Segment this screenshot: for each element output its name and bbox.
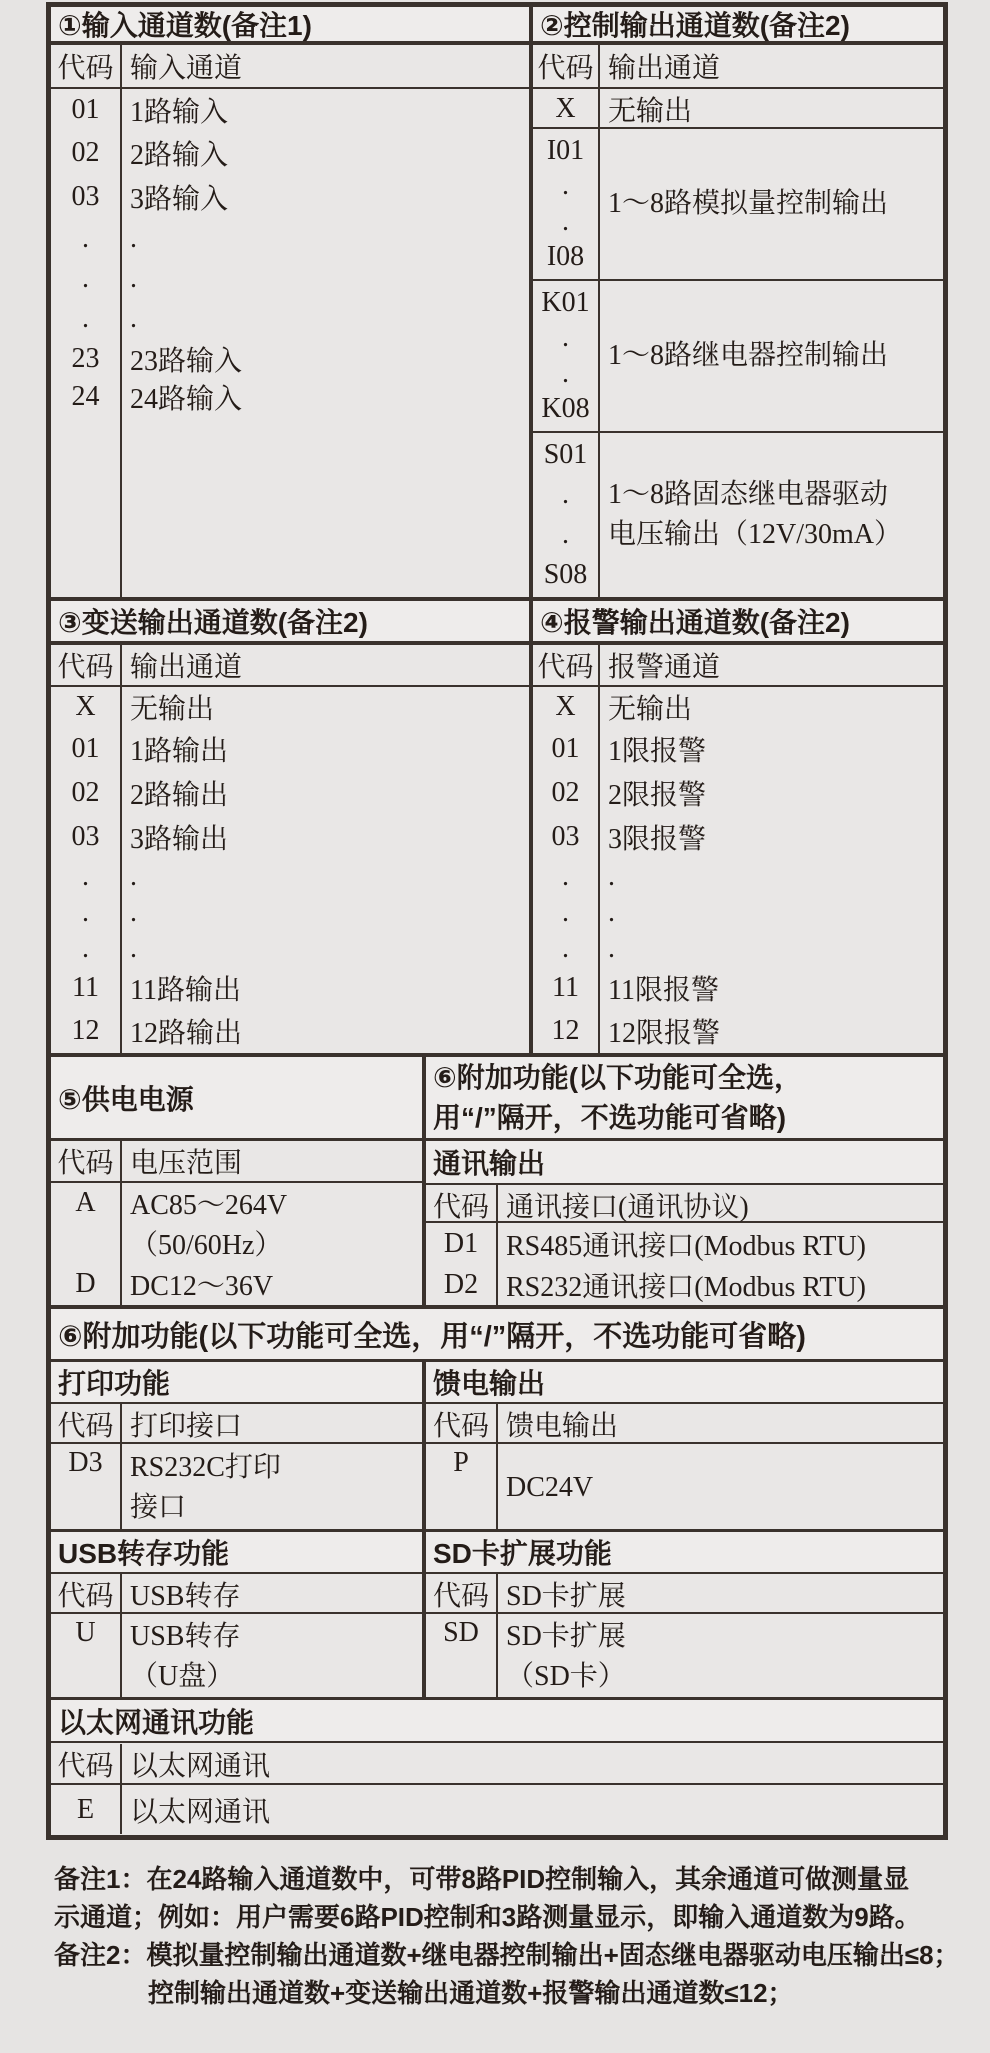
desc-line: 1～8路固态继电器驱动 [608,479,889,510]
desc-cell: 3限报警 [608,824,707,855]
desc-cell: 1限报警 [608,736,707,767]
table-row [51,815,529,859]
code-cell: 02 [533,771,600,815]
header-row [533,645,943,687]
code-range [533,281,600,431]
table-row [51,1223,422,1263]
desc-line: USB转存 [130,1621,241,1652]
sd-band: SD卡扩展功能 [426,1532,943,1574]
table-row [51,131,529,175]
table-row [426,1223,943,1264]
note-line: 控制输出通道数+变送输出通道数+报警输出通道数≤12； [148,1978,794,2008]
alarm-output-table [533,601,943,1053]
desc-line: 接口 [130,1492,187,1523]
section4-title: ④报警输出通道数(备注2) [533,601,943,645]
code-cell: K01 [541,287,590,318]
analog-output-block [533,129,943,281]
code-cell: 01 [51,89,122,131]
code-cell: X [533,687,600,727]
col-header-code: 代码 [533,45,600,87]
desc-cell: . [130,933,137,964]
retransmit-output-table [51,601,533,1053]
table-row [426,1264,943,1305]
ellipsis-row [533,859,943,895]
code-range [533,129,600,279]
ellipsis: . [562,357,569,389]
ellipsis: . [562,519,569,550]
code-cell: D2 [426,1264,498,1305]
col-header-code: 代码 [426,1574,498,1614]
desc-line: （SD卡） [506,1661,626,1692]
desc-cell: 以太网通讯 [130,1796,271,1828]
code-cell: 11 [51,967,122,1009]
desc-cell: 2路输入 [130,140,229,171]
feed-output-table [426,1362,943,1529]
desc-line: 1～8路模拟量控制输出 [608,188,889,219]
code-cell: K08 [541,392,590,424]
code-cell: 03 [51,175,122,219]
section6-full-band: ⑥附加功能(以下功能可全选，用“/”隔开，不选功能可省略) [51,1305,943,1359]
power-body [51,1183,422,1305]
header-row [426,1404,943,1444]
desc-cell: . [608,933,615,964]
code-cell: . [51,859,122,895]
table-row [533,727,943,771]
code-cell: E [51,1785,122,1834]
note-line: 备注2：模拟量控制输出通道数+继电器控制输出+固态继电器驱动电压输出≤8； [54,1940,960,1970]
table-row [51,1785,943,1834]
ellipsis-row [51,895,529,931]
desc-cell: 2路输出 [130,780,229,811]
remarks [54,1860,966,2012]
section-input-and-control-output [51,7,943,597]
col-header-desc: 以太网通讯 [130,1750,271,1782]
section-ethernet [51,1697,943,1835]
section-retransmit-and-alarm [51,597,943,1053]
col-header-code: 代码 [51,1404,122,1444]
comm-band: 通讯输出 [426,1141,943,1185]
table-row [533,815,943,859]
table-row [51,89,529,131]
code-cell: SD [426,1614,498,1697]
code-cell: A [51,1183,122,1223]
desc-cell: 无输出 [608,694,693,725]
code-cell: D1 [426,1223,498,1264]
ellipsis-row [51,259,529,299]
col-header-code: 代码 [51,1744,122,1784]
code-cell: 23 [51,339,122,379]
code-cell: 12 [51,1009,122,1053]
section1-title: ①输入通道数(备注1) [51,7,529,45]
table-row [533,89,943,129]
header-row [426,1185,943,1223]
table-row [533,771,943,815]
input-channels-body [51,89,529,597]
desc-cell [600,129,943,279]
col-header-desc: 输出通道 [608,53,721,84]
desc-cell: RS485通讯接口(Modbus RTU) [506,1230,867,1262]
desc-cell: RS232通讯接口(Modbus RTU) [506,1271,867,1303]
desc-cell: 3路输出 [130,824,229,855]
table-row [51,1009,529,1053]
table-row [51,727,529,771]
desc-cell: . [130,223,137,254]
code-cell: D [51,1263,122,1305]
section5-title: ⑤供电电源 [51,1057,422,1141]
code-cell: . [533,895,600,931]
table-row [426,1444,943,1529]
code-cell: 02 [51,131,122,175]
col-header-desc: 输出通道 [130,652,243,683]
desc-cell [600,281,943,431]
col-header-desc: 电压范围 [130,1148,243,1179]
ellipsis-row [51,299,529,339]
desc-cell: AC85～264V [130,1190,288,1221]
title-line: ⑥附加功能(以下功能可全选， [433,1061,803,1093]
code-cell: . [533,859,600,895]
title-line: 用“/”隔开，不选功能可省略) [433,1101,787,1133]
section2-title: ②控制输出通道数(备注2) [533,7,943,45]
ellipsis-row [533,931,943,967]
col-header-code: 代码 [51,45,122,87]
table-row [51,687,529,727]
desc-cell: 1路输出 [130,736,229,767]
usb-band: USB转存功能 [51,1532,422,1574]
print-function-table [51,1362,426,1529]
code-cell: 03 [533,815,600,859]
desc-cell: 12限报警 [608,1018,721,1049]
table-row [51,175,529,219]
code-cell: 11 [533,967,600,1009]
desc-cell: 无输出 [130,694,215,725]
usb-table [51,1532,426,1697]
code-cell: . [51,299,122,339]
desc-cell: 12路输出 [130,1018,243,1049]
desc-cell: （50/60Hz） [130,1230,283,1261]
ssr-output-block [533,433,943,597]
col-header-code: 代码 [51,1141,122,1181]
col-header-desc: 报警通道 [608,652,721,683]
power-supply-table [51,1057,426,1305]
ellipsis: . [562,322,569,354]
col-header-code: 代码 [51,645,122,685]
desc-cell [498,1444,943,1529]
desc-cell: 1路输入 [130,97,229,128]
col-header-desc: 输入通道 [130,53,243,84]
header-row [51,1574,422,1614]
code-cell: I08 [546,240,585,272]
header-row [51,45,529,89]
section-print-and-feed [51,1359,943,1529]
section6-title [426,1057,943,1141]
ellipsis-row [51,219,529,259]
code-cell: X [533,89,600,129]
note-line: 备注1：在24路输入通道数中，可带8路PID控制输入，其余通道可做测量显 [54,1864,910,1894]
code-range [533,433,600,597]
desc-cell [498,1614,943,1697]
desc-cell: . [608,861,615,892]
section3-title: ③变送输出通道数(备注2) [51,601,529,645]
desc-cell: 11限报警 [608,975,719,1006]
input-channels-table [51,7,533,597]
header-row [533,45,943,89]
code-cell: 12 [533,1009,600,1053]
desc-cell: 3路输入 [130,184,229,215]
control-output-body [533,89,943,597]
code-cell [51,1223,122,1263]
col-header-code: 代码 [426,1185,498,1225]
desc-line: RS232C打印 [130,1452,281,1483]
desc-cell: . [130,263,137,294]
desc-cell [122,415,529,597]
desc-cell: 11路输出 [130,975,241,1006]
code-cell: D3 [51,1444,122,1529]
desc-cell: . [130,303,137,334]
section-power-and-comm [51,1053,943,1305]
desc-cell: 无输出 [608,96,693,127]
table-row [51,339,529,377]
table-row [51,1444,422,1529]
col-header-code: 代码 [51,1574,122,1614]
code-cell [51,415,122,597]
col-header-code: 代码 [426,1404,498,1444]
desc-cell: DC12～36V [130,1271,274,1302]
code-cell: 03 [51,815,122,859]
code-cell: S08 [543,559,588,590]
code-cell: I01 [546,135,585,166]
ellipsis-row [51,859,529,895]
desc-cell [600,433,943,597]
col-header-desc: 馈电输出 [506,1411,619,1442]
ellipsis-row [51,931,529,967]
col-header-desc: USB转存 [130,1581,241,1612]
header-row [51,1141,422,1183]
table-row [533,967,943,1009]
code-cell: 01 [51,727,122,771]
ethernet-band: 以太网通讯功能 [51,1700,943,1743]
desc-cell: 2限报警 [608,780,707,811]
note-line: 示通道；例如：用户需要6路PID控制和3路测量显示，即输入通道数为9路。 [54,1902,921,1932]
comm-output-table [426,1057,943,1305]
retransmit-body [51,687,529,1053]
table-row [51,377,529,415]
desc-cell [122,1614,422,1697]
desc-line: （U盘） [130,1661,235,1692]
col-header-code: 代码 [533,645,600,685]
col-header-desc: 打印接口 [130,1411,243,1442]
control-output-table [533,7,943,597]
table-row [51,1614,422,1697]
section-usb-and-sd [51,1529,943,1697]
code-cell: . [51,895,122,931]
code-cell: P [426,1444,498,1529]
desc-line: DC24V [506,1472,594,1503]
ellipsis-row [533,895,943,931]
desc-line: 1～8路继电器控制输出 [608,340,889,371]
alarm-body [533,687,943,1053]
ellipsis: . [562,205,569,237]
header-row [51,1404,422,1444]
desc-cell [122,1444,422,1529]
code-cell: . [533,931,600,967]
relay-output-block [533,281,943,433]
desc-cell: . [608,897,615,928]
table-row [533,687,943,727]
col-header-desc: 通讯接口(通讯协议) [506,1192,749,1223]
table-row [533,1009,943,1053]
desc-cell: . [130,861,137,892]
table-row [426,1614,943,1697]
code-cell: 01 [533,727,600,771]
print-band: 打印功能 [51,1362,422,1404]
desc-cell: 24路输入 [130,384,243,415]
table-row [51,967,529,1009]
model-selection-table [46,2,948,1840]
feed-band: 馈电输出 [426,1362,943,1404]
sd-table [426,1532,943,1697]
desc-cell: 23路输入 [130,346,243,377]
code-cell: . [51,931,122,967]
table-row [51,1263,422,1305]
header-row [426,1574,943,1614]
table-row [51,771,529,815]
ellipsis: . [562,170,569,202]
desc-cell: . [130,897,137,928]
code-cell: S01 [543,439,588,470]
code-cell: U [51,1614,122,1697]
code-cell: . [51,259,122,299]
spacer-row [51,415,529,597]
table-row [51,1183,422,1223]
header-row [51,645,529,687]
code-cell: . [51,219,122,259]
desc-line: SD卡扩展 [506,1621,626,1652]
header-row [51,1744,943,1785]
col-header-desc: SD卡扩展 [506,1581,626,1612]
code-cell: 02 [51,771,122,815]
ellipsis: . [562,479,569,510]
code-cell: 24 [51,377,122,417]
desc-line: 电压输出（12V/30mA） [608,519,903,550]
code-cell: X [51,687,122,727]
